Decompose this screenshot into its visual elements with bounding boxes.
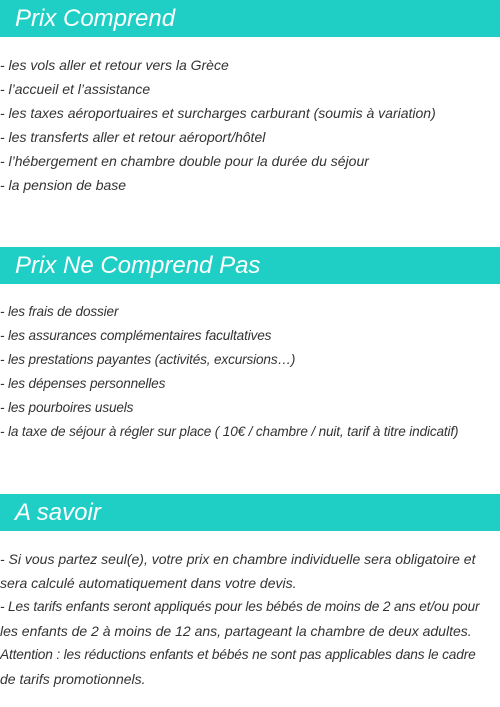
included-list xyxy=(0,53,500,197)
list-item: - la taxe de séjour à régler sur place ( 10€ / chambre / nuit, tarif à titre indicatif) xyxy=(0,424,459,439)
info-line: de tarifs promotionnels. xyxy=(0,671,146,687)
section-title: Prix Ne Comprend Pas xyxy=(15,252,261,279)
info-line: Attention : les réductions enfants et bébés ne sont pas applicables dans le cadre xyxy=(0,647,476,662)
section-header-prix-comprend xyxy=(0,0,500,37)
info-line: sera calculé automatiquement dans votre devis. xyxy=(0,575,297,591)
info-line: - Les tarifs enfants seront appliqués pour les bébés de moins de 2 ans et/ou pour xyxy=(0,599,480,614)
list-item: - les vols aller et retour vers la Grèce xyxy=(0,57,229,73)
list-item: - l’accueil et l’assistance xyxy=(0,81,151,97)
section-header-prix-ne-comprend-pas xyxy=(0,247,500,284)
not-included-list xyxy=(0,300,500,444)
section-title: Prix Comprend xyxy=(15,5,176,32)
list-item: - les frais de dossier xyxy=(0,304,119,319)
info-paragraph xyxy=(0,547,500,691)
list-item: - les prestations payantes (activités, excursions…) xyxy=(0,352,296,367)
list-item: - les assurances complémentaires facultatives xyxy=(0,328,272,343)
list-item: - les transferts aller et retour aéroport/hôtel xyxy=(0,129,266,145)
info-line: - Si vous partez seul(e), votre prix en chambre individuelle sera obligatoire et xyxy=(0,551,476,567)
info-line: les enfants de 2 à moins de 12 ans, partageant la chambre de deux adultes. xyxy=(0,623,472,639)
list-item: - l’hébergement en chambre double pour la durée du séjour xyxy=(0,153,369,169)
list-item: - les pourboires usuels xyxy=(0,400,134,415)
section-title: A savoir xyxy=(15,499,101,526)
list-item: - les taxes aéroportuaires et surcharges carburant (soumis à variation) xyxy=(0,105,436,121)
list-item: - les dépenses personnelles xyxy=(0,376,166,391)
list-item: - la pension de base xyxy=(0,177,127,193)
section-header-a-savoir xyxy=(0,494,500,531)
